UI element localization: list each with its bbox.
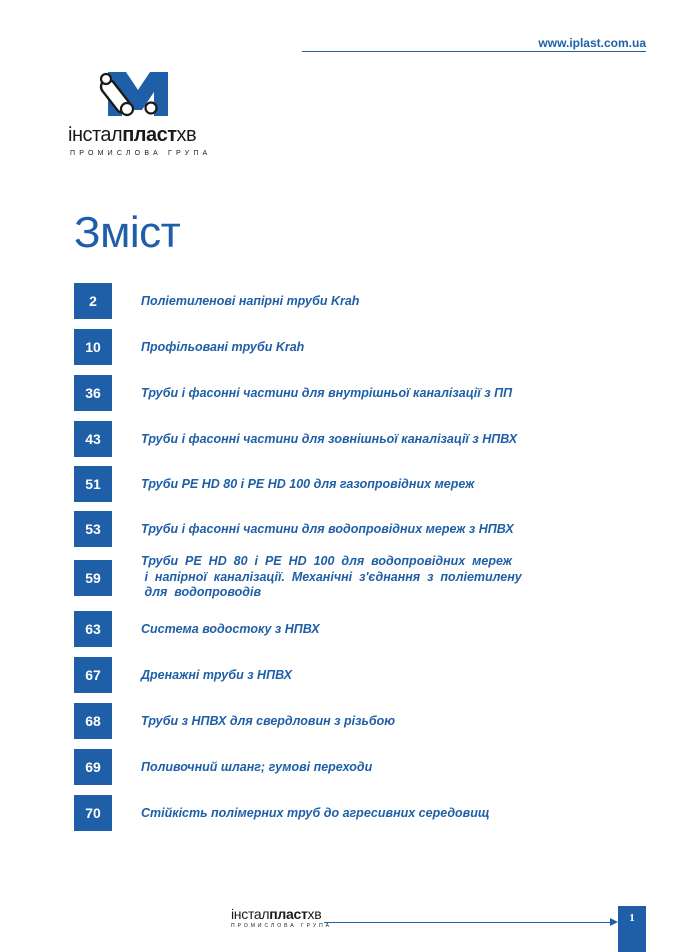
- toc-page-number: 51: [74, 466, 112, 502]
- toc-entry[interactable]: [74, 511, 614, 547]
- toc-entry[interactable]: [74, 375, 614, 411]
- page-number: 1: [618, 906, 646, 952]
- toc-page-number: 67: [74, 657, 112, 693]
- header-rule: [302, 51, 646, 52]
- toc-entry[interactable]: [74, 283, 614, 319]
- toc-entry-title: Профільовані труби Krah: [141, 340, 305, 354]
- toc-page-number: 53: [74, 511, 112, 547]
- page-title: Зміст: [74, 208, 181, 257]
- logo-mark-icon: [94, 70, 174, 120]
- toc-page-number: 68: [74, 703, 112, 739]
- toc-entry-title: Труби і фасонні частини для водопровідних мереж з НПВХ: [141, 522, 514, 536]
- toc-entry[interactable]: [74, 703, 614, 739]
- toc-page-number: 70: [74, 795, 112, 831]
- footer-rule: [324, 922, 614, 923]
- toc-entry[interactable]: [74, 329, 614, 365]
- toc-entry-title: Труби з НПВХ для свердловин з різьбою: [141, 714, 396, 728]
- toc-page-number: 36: [74, 375, 112, 411]
- footer-logo-subtitle: ПРОМИСЛОВА ГРУПА: [231, 923, 333, 929]
- toc-entry[interactable]: [74, 466, 614, 502]
- toc-entry-title: Труби PE HD 80 і PE HD 100 для водопровідних мереж і напірної каналізації. Механічні з'єднання з поліетилену для водопроводів: [141, 554, 522, 599]
- footer-wordmark: інсталпластхв: [231, 906, 322, 922]
- toc-page-number: 43: [74, 421, 112, 457]
- toc-entry-title: Поливочний шланг; гумові переходи: [141, 760, 373, 774]
- logo-subtitle: ПРОМИСЛОВА ГРУПА: [70, 150, 212, 157]
- toc-entry-title: Стійкість полімерних труб до агресивних середовищ: [141, 806, 490, 820]
- toc-entry-title: Дренажні труби з НПВХ: [141, 668, 292, 682]
- toc-entry[interactable]: [74, 749, 614, 785]
- arrow-right-icon: [610, 918, 618, 926]
- company-logo: [68, 70, 228, 160]
- toc-entry[interactable]: [74, 795, 614, 831]
- toc-page-number: 63: [74, 611, 112, 647]
- toc-entry-title: Труби і фасонні частини для внутрішньої каналізації з ПП: [141, 386, 513, 400]
- toc-entry[interactable]: [74, 554, 614, 599]
- toc-entry[interactable]: [74, 611, 614, 647]
- toc-entry-title: Труби і фасонні частини для зовнішньої каналізації з НПВХ: [141, 432, 518, 446]
- toc-entry[interactable]: [74, 421, 614, 457]
- website-url[interactable]: www.iplast.com.ua: [538, 36, 646, 50]
- toc-entry-title: Поліетиленові напірні труби Krah: [141, 294, 360, 308]
- logo-wordmark: інсталпластхв: [68, 124, 197, 146]
- toc-entry-title: Система водостоку з НПВХ: [141, 622, 320, 636]
- toc-page-number: 59: [74, 560, 112, 596]
- toc-entry[interactable]: [74, 657, 614, 693]
- toc-page-number: 10: [74, 329, 112, 365]
- footer-logo: [231, 906, 332, 929]
- toc-entry-title: Труби PE HD 80 і PE HD 100 для газопровідних мереж: [141, 477, 475, 491]
- toc-page-number: 2: [74, 283, 112, 319]
- toc-page-number: 69: [74, 749, 112, 785]
